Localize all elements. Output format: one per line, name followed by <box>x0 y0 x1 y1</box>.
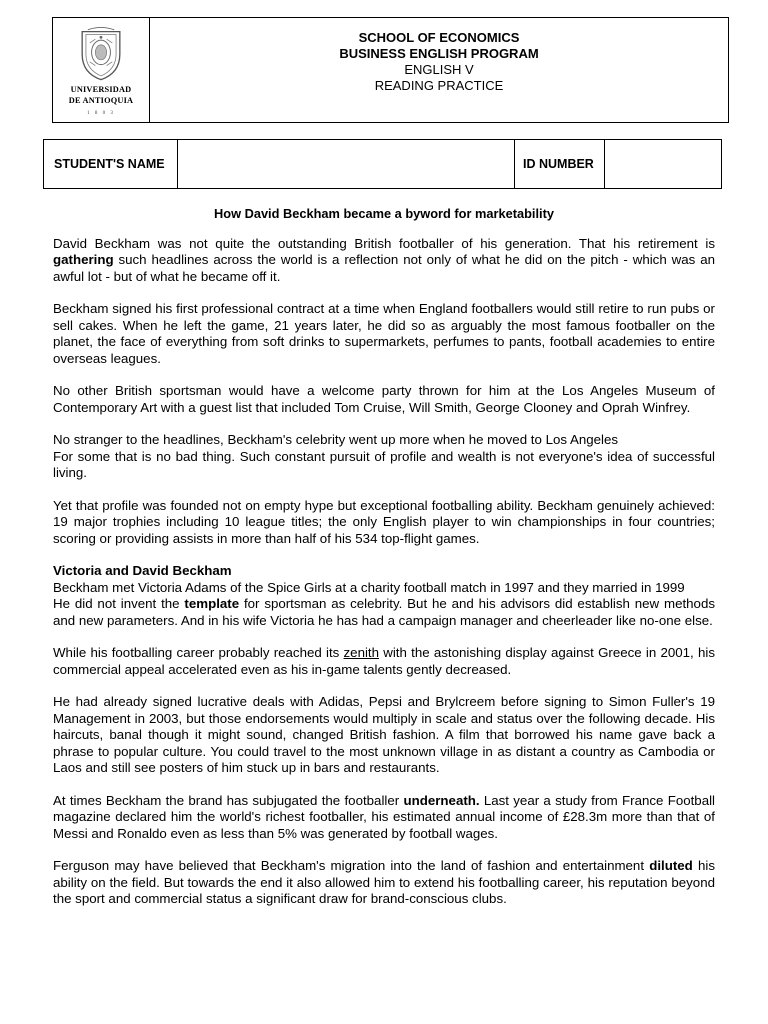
vocab-zenith: zenith <box>343 645 380 660</box>
id-number-field[interactable] <box>605 140 721 188</box>
vocab-diluted: diluted <box>649 858 693 873</box>
text-run: such headlines across the world is a reflection not only of what he did on the pitch - which was an awful lot - but of what he became off it. <box>53 252 715 284</box>
paragraph-1 <box>53 236 715 286</box>
paragraph-6a: Beckham met Victoria Adams of the Spice Girls at a charity football match in 1997 and they married in 1999 <box>53 579 685 595</box>
text-run: with the astonishing display against Greece in 2001, his commercial appeal accelerated even as his in-game talents gently decreased. <box>53 645 715 677</box>
logo-year: 1 8 0 3 <box>87 110 115 116</box>
paragraph-7 <box>53 645 715 678</box>
text-run: his ability on the field. But towards the end it also allowed him to extend his footballing career, his reputation beyond the sport and commercial status a significant draw for brand-conscious clubs. <box>53 858 715 906</box>
logo-line-2: DE ANTIOQUIA <box>68 95 134 105</box>
paragraph-10 <box>53 858 715 908</box>
article-title: How David Beckham became a byword for marketability <box>214 206 554 221</box>
text-run: He did not invent the <box>53 596 185 611</box>
logo-line-1: UNIVERSIDAD <box>70 84 132 94</box>
activity-name: READING PRACTICE <box>374 78 504 93</box>
text-run: Ferguson may have believed that Beckham's migration into the land of fashion and entertainment <box>53 858 650 873</box>
course-level: ENGLISH V <box>404 62 474 77</box>
university-seal-icon <box>73 26 129 83</box>
text-run: At times Beckham the brand has subjugated the footballer <box>53 792 404 808</box>
text-run: David Beckham was not quite the outstanding British footballer of his generation. That his retirement is <box>53 235 715 251</box>
text-run: While his footballing career probably reached its <box>53 645 344 660</box>
school-name: SCHOOL OF ECONOMICS <box>358 30 520 45</box>
paragraph-3: No other British sportsman would have a welcome party thrown for him at the Los Angeles Museum of Contemporary Art with a guest list that included Tom Cruise, Will Smith, George Clooney and Oprah Winfrey. <box>53 383 715 415</box>
paragraph-5: Yet that profile was founded not on empty hype but exceptional footballing ability. Beckham genuinely achieved: 19 major trophies including 10 league titles; the only English player to win championships in four countries; scoring or providing assists in more than half of his 534 top-flight games. <box>53 497 715 546</box>
id-number-label: ID NUMBER <box>515 140 605 188</box>
paragraph-6b <box>53 596 715 629</box>
paragraph-4a: No stranger to the headlines, Beckham's celebrity went up more when he moved to Los Angeles <box>53 432 619 447</box>
paragraph-4b: For some that is no bad thing. Such constant pursuit of profile and wealth is not everyone's idea of successful living. <box>53 448 715 480</box>
program-name: BUSINESS ENGLISH PROGRAM <box>339 46 539 61</box>
paragraph-9 <box>53 793 715 843</box>
student-info-table <box>43 139 722 189</box>
section-subheading: Victoria and David Beckham <box>53 563 232 578</box>
student-name-label: STUDENT'S NAME <box>44 140 178 188</box>
student-name-field[interactable] <box>178 140 515 188</box>
text-run: Last year a study from France Football magazine declared him the world's richest footballer, his estimated annual income of £28.3m more than that of Messi and Ronaldo even as less than 5% was generated by football wages. <box>53 792 716 841</box>
vocab-gathering: gathering <box>53 252 114 267</box>
vocab-underneath: underneath. <box>403 792 480 808</box>
university-logo <box>53 18 150 122</box>
vocab-template: template <box>184 596 240 611</box>
paragraph-8: He had already signed lucrative deals with Adidas, Pepsi and Brylcreem before signing to Simon Fuller's 19 Management in 2003, but those endorsements would multiply in scale and status over the following decade. His haircuts, banal though it might sound, changed British fashion. A film that borrowed his name gave back a phrase to popular culture. You could travel to the most unknown village in as distant a country as Cambodia or Laos and still see posters of him stuck up in bars and restaurants. <box>53 694 715 775</box>
paragraph-2: Beckham signed his first professional contract at a time when England footballers would still retire to run pubs or sell cakes. When he left the game, 21 years later, he did so as arguably the most famous footballer on the planet, the face of everything from soft drinks to supermarkets, perfumes to pants, football academies to entire overseas leagues. <box>53 301 715 366</box>
article <box>53 206 715 924</box>
header-titles <box>150 18 728 122</box>
text-run: for sportsman as celebrity. But he and his advisors did establish new methods and new parameters. And in his wife Victoria he has had a campaign manager and cheerleader like no-one else. <box>53 596 715 628</box>
header-table <box>52 17 729 123</box>
